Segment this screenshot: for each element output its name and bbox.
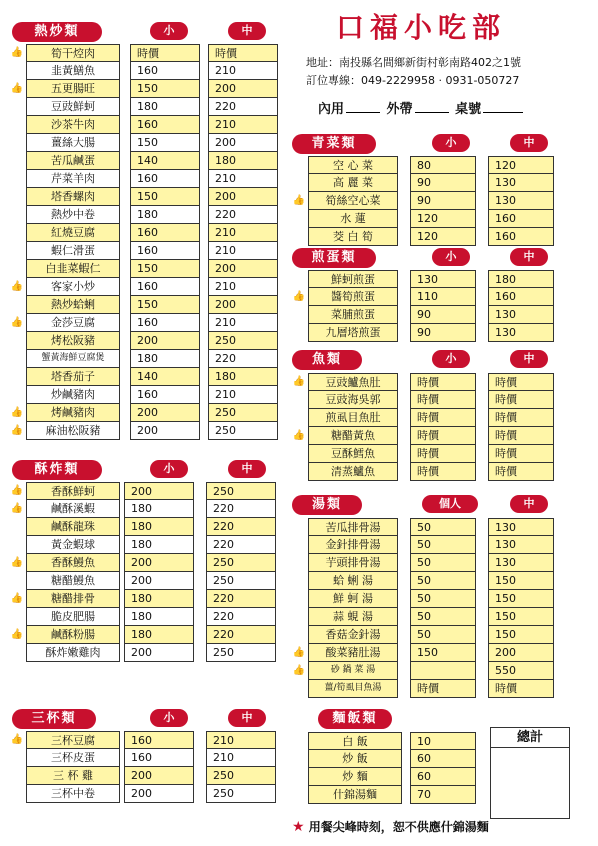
thumbs-up-icon: 👍 <box>10 47 24 58</box>
menu-item-price-medium: 250 <box>208 422 278 440</box>
menu-item-price-small: 150 <box>410 644 476 662</box>
menu-item-name: 蒜 蜆 湯 <box>308 608 398 626</box>
menu-item-name: 韭黃鱔魚 <box>26 62 120 80</box>
small-price-column-stirfry <box>130 44 200 440</box>
menu-item-price-medium: 130 <box>488 536 554 554</box>
menu-item-price-small: 10 <box>410 732 476 750</box>
menu-item-name: 酸菜豬肚湯 <box>308 644 398 662</box>
menu-item-price-medium: 120 <box>488 156 554 174</box>
menu-item-name: 熱炒中卷 <box>26 206 120 224</box>
menu-item-price-small: 150 <box>130 188 200 206</box>
menu-item-price-small: 50 <box>410 590 476 608</box>
menu-item-price-small: 180 <box>124 536 194 554</box>
menu-item-name: 醬筍煎蛋 <box>308 288 398 306</box>
medium-price-column-stirfry <box>208 44 278 440</box>
menu-item-price-medium: 時價 <box>208 44 278 62</box>
menu-item-price-medium: 160 <box>488 228 554 246</box>
menu-item-price-small: 50 <box>410 608 476 626</box>
menu-item-price-small: 160 <box>130 278 200 296</box>
menu-item-price-small: 120 <box>410 210 476 228</box>
size-header-soup: 個人 <box>422 495 478 513</box>
menu-item-price-medium: 200 <box>208 296 278 314</box>
medium-price-column-veg <box>488 156 554 246</box>
menu-item-price-medium: 250 <box>206 644 276 662</box>
menu-item-name: 炒 麵 <box>308 768 402 786</box>
menu-item-price-medium: 220 <box>206 536 276 554</box>
menu-item-price-medium: 150 <box>488 590 554 608</box>
size-header-medium-fried: 中 <box>228 460 266 478</box>
menu-item-price-medium: 220 <box>208 206 278 224</box>
menu-item-name: 金針排骨湯 <box>308 536 398 554</box>
section-title-veg: 青菜類 <box>292 134 376 154</box>
thumbs-up-icon: 👍 <box>292 376 306 387</box>
menu-item-price-medium: 130 <box>488 518 554 536</box>
table-blank[interactable] <box>483 101 523 113</box>
menu-item-price-small: 200 <box>130 332 200 350</box>
thumbs-up-icon: 👍 <box>292 665 306 676</box>
section-title-threecup: 三杯類 <box>12 709 96 729</box>
order-line <box>318 98 525 117</box>
small-price-column-noodle <box>410 732 476 804</box>
menu-item-price-medium: 550 <box>488 662 554 680</box>
menu-item-price-small: 180 <box>124 626 194 644</box>
menu-item-price-medium: 220 <box>206 590 276 608</box>
menu-item-name: 炒 飯 <box>308 750 402 768</box>
menu-item-price-small: 50 <box>410 572 476 590</box>
menu-item-name: 蟹黃海鮮豆腐煲 <box>26 350 120 368</box>
menu-item-price-medium: 時價 <box>488 391 554 409</box>
menu-item-name: 砂 鍋 菜 湯 <box>308 662 398 680</box>
size-header-egg: 小 <box>432 248 470 266</box>
menu-item-price-small: 180 <box>124 608 194 626</box>
menu-item-price-small: 160 <box>130 224 200 242</box>
menu-item-price-medium: 160 <box>488 288 554 306</box>
menu-item-price-medium: 200 <box>208 260 278 278</box>
medium-price-column-fried <box>206 482 276 662</box>
menu-item-price-medium: 180 <box>208 368 278 386</box>
menu-item-name: 烤松阪豬 <box>26 332 120 350</box>
menu-item-name: 苦瓜排骨湯 <box>308 518 398 536</box>
menu-item-name: 筍干焢肉 <box>26 44 120 62</box>
menu-item-price-small: 時價 <box>410 463 476 481</box>
menu-item-price-small: 150 <box>130 80 200 98</box>
menu-item-price-medium: 時價 <box>488 463 554 481</box>
menu-item-price-medium: 220 <box>208 98 278 116</box>
name-column-stirfry <box>26 44 120 440</box>
size-header-medium-soup: 中 <box>510 495 548 513</box>
table-label: 桌號 <box>455 102 482 117</box>
menu-item-price-small: 160 <box>124 749 194 767</box>
menu-item-name: 三杯豆腐 <box>26 731 120 749</box>
menu-item-price-medium: 時價 <box>488 680 554 698</box>
menu-item-price-small: 200 <box>124 644 194 662</box>
medium-price-column-egg <box>488 270 554 342</box>
section-title-fried: 酥炸類 <box>12 460 102 480</box>
menu-item-price-medium: 250 <box>208 332 278 350</box>
menu-item-price-medium: 130 <box>488 554 554 572</box>
menu-item-name: 芋頭排骨湯 <box>308 554 398 572</box>
name-column-soup <box>308 518 398 698</box>
menu-item-price-small: 180 <box>124 590 194 608</box>
menu-item-name: 香菇金針湯 <box>308 626 398 644</box>
shop-address: 地址：南投縣名間鄉新街村彰南路402之1號 <box>306 56 521 69</box>
menu-item-name: 五更腸旺 <box>26 80 120 98</box>
dine-in-label: 內用 <box>318 102 345 117</box>
menu-item-price-small <box>410 662 476 680</box>
menu-item-price-medium: 130 <box>488 306 554 324</box>
menu-item-name: 酥炸嫩雞肉 <box>26 644 120 662</box>
menu-item-price-small: 時價 <box>410 680 476 698</box>
menu-item-name: 高 麗 菜 <box>308 174 398 192</box>
menu-item-name: 豆豉鮮蚵 <box>26 98 120 116</box>
menu-item-price-medium: 250 <box>206 785 276 803</box>
total-box[interactable] <box>490 727 570 819</box>
menu-item-name: 煎虱目魚肚 <box>308 409 398 427</box>
takeout-blank[interactable] <box>415 101 449 113</box>
shop-phone: 訂位專線：049-2229958 ‧ 0931-050727 <box>306 74 520 87</box>
size-header-medium-threecup: 中 <box>228 709 266 727</box>
menu-item-name: 薑絲大腸 <box>26 134 120 152</box>
menu-item-name: 脆皮肥腸 <box>26 608 120 626</box>
shop-name: 口福小吃部 <box>336 11 507 44</box>
menu-item-name: 白 飯 <box>308 732 402 750</box>
menu-item-price-medium: 210 <box>208 314 278 332</box>
menu-item-name: 鮮蚵煎蛋 <box>308 270 398 288</box>
menu-item-price-small: 180 <box>130 350 200 368</box>
menu-item-name: 客家小炒 <box>26 278 120 296</box>
menu-item-name: 塔香茄子 <box>26 368 120 386</box>
menu-item-price-medium: 220 <box>206 518 276 536</box>
name-column-noodle <box>308 732 402 804</box>
menu-item-price-small: 130 <box>410 270 476 288</box>
menu-item-price-small: 時價 <box>410 373 476 391</box>
menu-item-name: 鮮 蚵 湯 <box>308 590 398 608</box>
medium-price-column-soup <box>488 518 554 698</box>
menu-item-name: 香酥鰻魚 <box>26 554 120 572</box>
size-header-threecup: 小 <box>150 709 188 727</box>
thumbs-up-icon: 👍 <box>10 593 24 604</box>
menu-item-price-medium: 200 <box>488 644 554 662</box>
menu-item-price-small: 160 <box>124 731 194 749</box>
menu-item-name: 鹹酥溪蝦 <box>26 500 120 518</box>
menu-item-price-medium: 時價 <box>488 409 554 427</box>
menu-item-price-medium: 200 <box>208 134 278 152</box>
size-header-stirfry: 小 <box>150 22 188 40</box>
name-column-threecup <box>26 731 120 803</box>
menu-item-price-medium: 130 <box>488 324 554 342</box>
menu-item-name: 豆豉鱸魚肚 <box>308 373 398 391</box>
menu-item-name: 紅燒豆腐 <box>26 224 120 242</box>
menu-item-price-small: 140 <box>130 368 200 386</box>
menu-item-price-medium: 220 <box>206 500 276 518</box>
menu-item-name: 蛤 蜊 湯 <box>308 572 398 590</box>
menu-item-price-small: 200 <box>124 767 194 785</box>
small-price-column-fish <box>410 373 476 481</box>
menu-item-price-medium: 250 <box>206 554 276 572</box>
thumbs-up-icon: 👍 <box>10 281 24 292</box>
menu-item-price-medium: 200 <box>208 80 278 98</box>
menu-item-name: 薑/筍虱目魚湯 <box>308 680 398 698</box>
menu-item-price-small: 200 <box>124 554 194 572</box>
thumbs-up-icon: 👍 <box>10 557 24 568</box>
menu-item-name: 三杯中卷 <box>26 785 120 803</box>
menu-item-name: 鹹酥粉腸 <box>26 626 120 644</box>
menu-item-price-medium: 210 <box>208 62 278 80</box>
menu-item-price-medium: 200 <box>208 188 278 206</box>
menu-item-price-small: 90 <box>410 192 476 210</box>
menu-item-price-small: 120 <box>410 228 476 246</box>
size-header-medium-veg: 中 <box>510 134 548 152</box>
menu-item-name: 菜脯煎蛋 <box>308 306 398 324</box>
menu-item-price-small: 時價 <box>410 409 476 427</box>
menu-item-price-medium: 250 <box>206 482 276 500</box>
menu-item-price-small: 70 <box>410 786 476 804</box>
menu-item-price-medium: 130 <box>488 192 554 210</box>
menu-item-price-small: 200 <box>124 785 194 803</box>
menu-item-price-small: 160 <box>130 170 200 188</box>
menu-item-name: 三杯皮蛋 <box>26 749 120 767</box>
section-title-soup: 湯類 <box>292 495 362 515</box>
size-header-fried: 小 <box>150 460 188 478</box>
small-price-column-egg <box>410 270 476 342</box>
thumbs-up-icon: 👍 <box>292 430 306 441</box>
thumbs-up-icon: 👍 <box>10 407 24 418</box>
menu-item-price-medium: 時價 <box>488 445 554 463</box>
menu-item-name: 豆豉海吳郭 <box>308 391 398 409</box>
menu-item-price-small: 80 <box>410 156 476 174</box>
small-price-column-threecup <box>124 731 194 803</box>
menu-item-price-small: 90 <box>410 324 476 342</box>
size-header-medium-fish: 中 <box>510 350 548 368</box>
menu-item-price-medium: 220 <box>206 626 276 644</box>
thumbs-up-icon: 👍 <box>292 195 306 206</box>
menu-item-price-small: 150 <box>130 296 200 314</box>
section-title-egg: 煎蛋類 <box>292 248 376 268</box>
menu-item-price-small: 90 <box>410 174 476 192</box>
medium-price-column-threecup <box>206 731 276 803</box>
menu-item-name: 金莎豆腐 <box>26 314 120 332</box>
menu-item-price-medium: 210 <box>208 224 278 242</box>
menu-item-price-medium: 150 <box>488 572 554 590</box>
thumbs-up-icon: 👍 <box>292 647 306 658</box>
menu-item-price-small: 50 <box>410 536 476 554</box>
menu-item-price-medium: 250 <box>206 767 276 785</box>
menu-item-name: 沙茶牛肉 <box>26 116 120 134</box>
menu-item-price-small: 50 <box>410 518 476 536</box>
menu-item-price-small: 160 <box>130 242 200 260</box>
thumbs-up-icon: 👍 <box>10 317 24 328</box>
small-price-column-fried <box>124 482 194 662</box>
menu-item-price-small: 110 <box>410 288 476 306</box>
total-label: 總計 <box>491 728 569 748</box>
thumbs-up-icon: 👍 <box>10 83 24 94</box>
menu-item-price-medium: 180 <box>208 152 278 170</box>
name-column-fried <box>26 482 120 662</box>
menu-item-name: 香酥鮮蚵 <box>26 482 120 500</box>
menu-item-price-medium: 時價 <box>488 373 554 391</box>
menu-item-name: 芹菜羊肉 <box>26 170 120 188</box>
menu-item-name: 麻油松阪豬 <box>26 422 120 440</box>
menu-item-name: 茭 白 筍 <box>308 228 398 246</box>
menu-item-price-medium: 250 <box>206 572 276 590</box>
menu-item-price-medium: 210 <box>208 242 278 260</box>
menu-item-price-medium: 250 <box>208 404 278 422</box>
menu-item-price-small: 時價 <box>130 44 200 62</box>
small-price-column-soup <box>410 518 476 698</box>
menu-item-price-medium: 時價 <box>488 427 554 445</box>
thumbs-up-icon: 👍 <box>10 734 24 745</box>
size-header-veg: 小 <box>432 134 470 152</box>
menu-item-name: 黃金蝦球 <box>26 536 120 554</box>
menu-item-price-medium: 160 <box>488 210 554 228</box>
section-title-noodle: 麵飯類 <box>318 709 392 729</box>
menu-item-price-small: 60 <box>410 750 476 768</box>
name-column-fish <box>308 373 398 481</box>
section-title-fish: 魚類 <box>292 350 362 370</box>
menu-item-price-medium: 210 <box>206 749 276 767</box>
menu-item-price-small: 200 <box>130 422 200 440</box>
menu-item-price-medium: 180 <box>488 270 554 288</box>
menu-item-price-small: 180 <box>124 518 194 536</box>
menu-item-name: 筍絲空心菜 <box>308 192 398 210</box>
thumbs-up-icon: 👍 <box>292 291 306 302</box>
footer-note <box>292 818 489 835</box>
menu-item-price-small: 60 <box>410 768 476 786</box>
menu-item-name: 什錦湯麵 <box>308 786 402 804</box>
menu-item-price-medium: 210 <box>208 170 278 188</box>
menu-item-name: 白韭菜蝦仁 <box>26 260 120 278</box>
menu-item-price-small: 160 <box>130 386 200 404</box>
menu-item-price-small: 180 <box>124 500 194 518</box>
menu-item-price-small: 200 <box>124 572 194 590</box>
size-header-medium-egg: 中 <box>510 248 548 266</box>
menu-item-price-small: 140 <box>130 152 200 170</box>
menu-item-name: 塔香螺肉 <box>26 188 120 206</box>
menu-item-price-medium: 210 <box>208 386 278 404</box>
menu-item-price-small: 160 <box>130 314 200 332</box>
menu-item-price-medium: 210 <box>208 116 278 134</box>
menu-item-name: 空 心 菜 <box>308 156 398 174</box>
menu-item-name: 苦瓜鹹蛋 <box>26 152 120 170</box>
size-header-fish: 小 <box>432 350 470 368</box>
dine-in-blank[interactable] <box>346 101 380 113</box>
menu-item-price-medium: 150 <box>488 626 554 644</box>
footer-note-text: 用餐尖峰時刻，恕不供應什錦湯麵 <box>308 820 489 834</box>
thumbs-up-icon: 👍 <box>10 629 24 640</box>
menu-item-name: 豆酥鱈魚 <box>308 445 398 463</box>
menu-item-name: 三 杯 雞 <box>26 767 120 785</box>
menu-item-price-small: 160 <box>130 116 200 134</box>
menu-item-price-small: 200 <box>130 404 200 422</box>
menu-item-name: 蝦仁滑蛋 <box>26 242 120 260</box>
menu-item-price-small: 時價 <box>410 427 476 445</box>
menu-item-price-medium: 220 <box>208 350 278 368</box>
menu-item-price-medium: 150 <box>488 608 554 626</box>
menu-item-price-medium: 130 <box>488 174 554 192</box>
size-header-medium-stirfry: 中 <box>228 22 266 40</box>
section-title-stirfry: 熱炒類 <box>12 22 102 42</box>
small-price-column-veg <box>410 156 476 246</box>
menu-item-price-medium: 220 <box>206 608 276 626</box>
menu-item-name: 糖醋黃魚 <box>308 427 398 445</box>
menu-item-price-small: 150 <box>130 260 200 278</box>
menu-item-price-small: 時價 <box>410 445 476 463</box>
menu-item-price-small: 180 <box>130 206 200 224</box>
thumbs-up-icon: 👍 <box>10 503 24 514</box>
medium-price-column-fish <box>488 373 554 481</box>
menu-item-price-medium: 210 <box>206 731 276 749</box>
menu-item-price-small: 50 <box>410 626 476 644</box>
menu-item-name: 炒鹹豬肉 <box>26 386 120 404</box>
thumbs-up-icon: 👍 <box>10 485 24 496</box>
thumbs-up-icon: 👍 <box>10 425 24 436</box>
menu-item-name: 糖醋排骨 <box>26 590 120 608</box>
menu-item-name: 清蒸鱸魚 <box>308 463 398 481</box>
menu-item-price-small: 180 <box>130 98 200 116</box>
menu-item-name: 烤鹹豬肉 <box>26 404 120 422</box>
menu-item-name: 熱炒蛤蜊 <box>26 296 120 314</box>
takeout-label: 外帶 <box>386 102 413 117</box>
menu-item-price-small: 時價 <box>410 391 476 409</box>
menu-item-price-small: 200 <box>124 482 194 500</box>
menu-item-name: 鹹酥龍珠 <box>26 518 120 536</box>
name-column-veg <box>308 156 398 246</box>
name-column-egg <box>308 270 398 342</box>
menu-item-name: 九層塔煎蛋 <box>308 324 398 342</box>
menu-item-price-small: 150 <box>130 134 200 152</box>
menu-item-price-medium: 210 <box>208 278 278 296</box>
menu-item-name: 水 蓮 <box>308 210 398 228</box>
menu-item-price-small: 90 <box>410 306 476 324</box>
star-icon: ★ <box>292 819 305 835</box>
menu-item-price-small: 160 <box>130 62 200 80</box>
menu-item-price-small: 50 <box>410 554 476 572</box>
menu-item-name: 糖醋鰻魚 <box>26 572 120 590</box>
